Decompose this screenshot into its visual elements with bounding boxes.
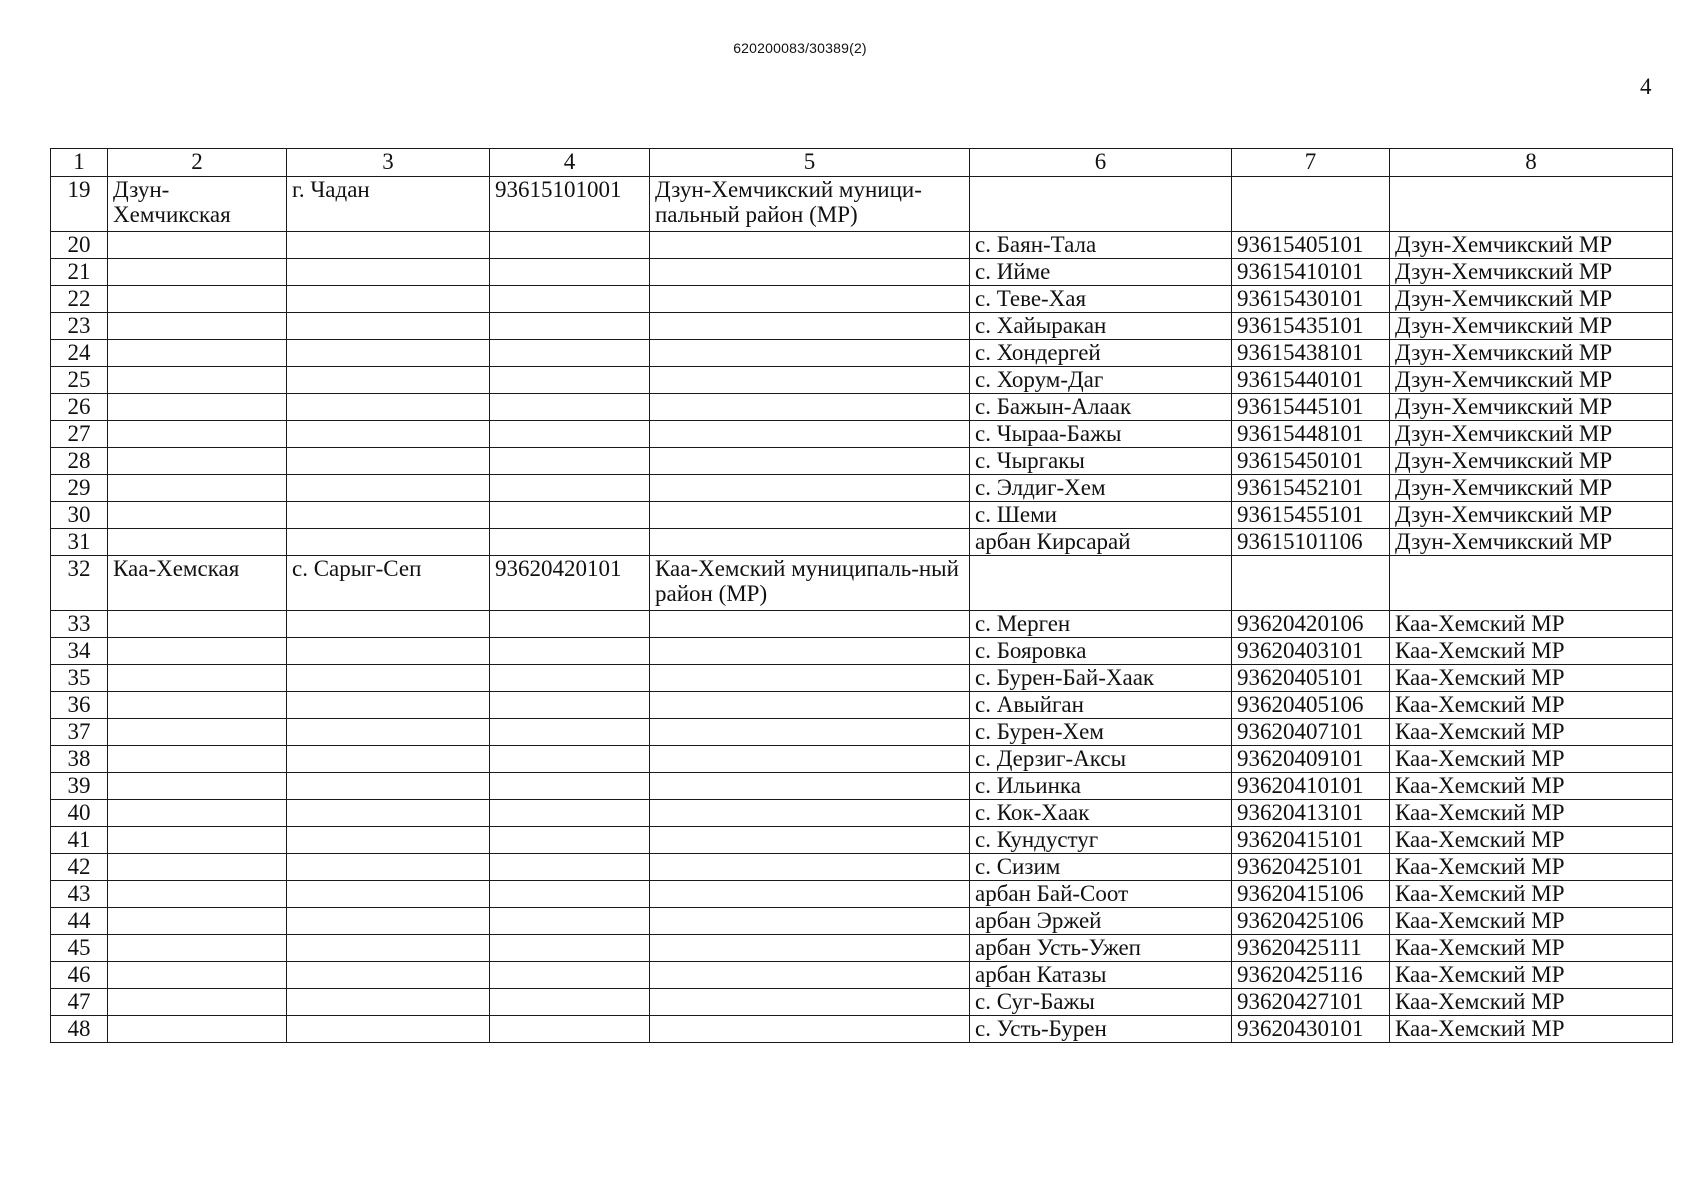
okato-code-cell [490, 340, 650, 367]
table-body [51, 149, 1673, 1043]
admin-center-cell [287, 962, 490, 989]
settlement-code-cell: 93615435101 [1232, 313, 1390, 340]
municipality-cell [650, 367, 970, 394]
admin-center-cell [287, 259, 490, 286]
settlement-code-cell: 93620430101 [1232, 1016, 1390, 1043]
district-cell [108, 638, 287, 665]
municipality-cell [650, 502, 970, 529]
municipality-cell [650, 1016, 970, 1043]
document-id: 620200083/30389(2) [733, 40, 867, 56]
district-cell [108, 773, 287, 800]
table-row [51, 529, 1673, 556]
column-number: 7 [1232, 149, 1390, 177]
district-cell [108, 665, 287, 692]
table-row [51, 962, 1673, 989]
table-row [51, 989, 1673, 1016]
row-number-cell: 27 [51, 421, 108, 448]
admin-center-cell [287, 719, 490, 746]
municipality-cell [650, 692, 970, 719]
table-row [51, 1016, 1673, 1043]
admin-center-cell [287, 529, 490, 556]
district-cell [108, 746, 287, 773]
municipal-district-cell: Каа-Хемский МР [1390, 773, 1673, 800]
municipality-cell [650, 746, 970, 773]
row-number-cell: 44 [51, 908, 108, 935]
okato-code-cell [490, 448, 650, 475]
okato-code-cell [490, 313, 650, 340]
municipal-district-cell [1390, 177, 1673, 232]
settlement-cell: с. Хондергей [970, 340, 1232, 367]
settlement-cell [970, 177, 1232, 232]
admin-center-cell [287, 638, 490, 665]
table-row [51, 286, 1673, 313]
municipal-district-cell: Дзун-Хемчикский МР [1390, 232, 1673, 259]
settlement-cell: с. Хайыракан [970, 313, 1232, 340]
row-number-cell: 33 [51, 611, 108, 638]
okato-code-cell: 93620420101 [490, 556, 650, 611]
municipality-cell [650, 313, 970, 340]
settlement-cell: с. Суг-Бажы [970, 989, 1232, 1016]
settlement-cell: с. Усть-Бурен [970, 1016, 1232, 1043]
admin-center-cell [287, 611, 490, 638]
table-row [51, 259, 1673, 286]
settlement-code-cell: 93615405101 [1232, 232, 1390, 259]
admin-center-cell [287, 746, 490, 773]
admin-center-cell [287, 367, 490, 394]
okato-code-cell [490, 502, 650, 529]
municipality-cell [650, 881, 970, 908]
district-cell [108, 259, 287, 286]
admin-center-cell [287, 800, 490, 827]
municipal-district-cell: Каа-Хемский МР [1390, 935, 1673, 962]
municipality-cell [650, 989, 970, 1016]
settlement-cell: с. Теве-Хая [970, 286, 1232, 313]
table-row [51, 502, 1673, 529]
municipal-district-cell: Дзун-Хемчикский МР [1390, 475, 1673, 502]
settlement-code-cell: 93615430101 [1232, 286, 1390, 313]
table-row [51, 800, 1673, 827]
row-number-cell: 47 [51, 989, 108, 1016]
settlement-code-cell: 93620407101 [1232, 719, 1390, 746]
settlement-cell: с. Бажын-Алаак [970, 394, 1232, 421]
settlement-cell [970, 556, 1232, 611]
row-number-cell: 19 [51, 177, 108, 232]
district-cell [108, 475, 287, 502]
district-cell [108, 286, 287, 313]
municipal-district-cell: Дзун-Хемчикский МР [1390, 367, 1673, 394]
settlement-code-cell: 93615101106 [1232, 529, 1390, 556]
settlement-code-cell: 93620405106 [1232, 692, 1390, 719]
settlement-code-cell: 93620403101 [1232, 638, 1390, 665]
okato-code-cell [490, 827, 650, 854]
row-number-cell: 45 [51, 935, 108, 962]
table-row [51, 394, 1673, 421]
settlement-cell: с. Чыраа-Бажы [970, 421, 1232, 448]
okato-code-cell [490, 935, 650, 962]
municipality-cell [650, 854, 970, 881]
settlement-cell: с. Чыргакы [970, 448, 1232, 475]
settlement-code-cell: 93620427101 [1232, 989, 1390, 1016]
district-cell [108, 529, 287, 556]
district-cell [108, 502, 287, 529]
okato-code-cell [490, 962, 650, 989]
admin-center-cell [287, 773, 490, 800]
row-number-cell: 40 [51, 800, 108, 827]
table-row [51, 692, 1673, 719]
table-row [51, 908, 1673, 935]
admin-center-cell [287, 935, 490, 962]
settlement-code-cell: 93615410101 [1232, 259, 1390, 286]
admin-center-cell: г. Чадан [287, 177, 490, 232]
column-number: 3 [287, 149, 490, 177]
admin-center-cell [287, 1016, 490, 1043]
okato-code-cell: 93615101001 [490, 177, 650, 232]
district-cell [108, 854, 287, 881]
row-number-cell: 37 [51, 719, 108, 746]
admin-center-cell [287, 313, 490, 340]
municipality-cell [650, 908, 970, 935]
admin-center-cell [287, 827, 490, 854]
settlement-code-cell: 93615438101 [1232, 340, 1390, 367]
district-cell [108, 827, 287, 854]
settlement-cell: арбан Кирсарай [970, 529, 1232, 556]
settlement-code-cell: 93615450101 [1232, 448, 1390, 475]
row-number-cell: 21 [51, 259, 108, 286]
settlement-code-cell [1232, 556, 1390, 611]
okato-code-cell [490, 475, 650, 502]
column-number-row [51, 149, 1673, 177]
table-row [51, 827, 1673, 854]
settlement-code-cell: 93615455101 [1232, 502, 1390, 529]
table-row [51, 611, 1673, 638]
settlement-code-cell: 93620413101 [1232, 800, 1390, 827]
okato-code-cell [490, 800, 650, 827]
column-number: 1 [51, 149, 108, 177]
municipal-district-cell: Дзун-Хемчикский МР [1390, 421, 1673, 448]
municipal-district-cell: Дзун-Хемчикский МР [1390, 448, 1673, 475]
municipal-district-cell: Дзун-Хемчикский МР [1390, 313, 1673, 340]
settlement-cell: с. Кундустуг [970, 827, 1232, 854]
municipal-district-cell: Каа-Хемский МР [1390, 1016, 1673, 1043]
district-cell [108, 962, 287, 989]
district-cell [108, 935, 287, 962]
district-cell [108, 448, 287, 475]
okato-code-cell [490, 1016, 650, 1043]
row-number-cell: 23 [51, 313, 108, 340]
table-row [51, 340, 1673, 367]
column-number: 2 [108, 149, 287, 177]
municipality-cell [650, 962, 970, 989]
admin-center-cell [287, 502, 490, 529]
row-number-cell: 48 [51, 1016, 108, 1043]
table-row [51, 935, 1673, 962]
settlement-code-cell: 93615440101 [1232, 367, 1390, 394]
settlement-code-cell: 93620405101 [1232, 665, 1390, 692]
page-number: 4 [1640, 74, 1652, 99]
row-number-cell: 42 [51, 854, 108, 881]
okato-code-cell [490, 286, 650, 313]
row-number-cell: 31 [51, 529, 108, 556]
admin-center-cell [287, 692, 490, 719]
okato-code-cell [490, 529, 650, 556]
district-cell [108, 719, 287, 746]
table-row [51, 448, 1673, 475]
settlement-cell: с. Дерзиг-Аксы [970, 746, 1232, 773]
settlement-cell: с. Бояровка [970, 638, 1232, 665]
column-number: 4 [490, 149, 650, 177]
settlement-code-cell: 93620425106 [1232, 908, 1390, 935]
district-cell [108, 800, 287, 827]
row-number-cell: 28 [51, 448, 108, 475]
municipality-cell: Дзун-Хемчикский муници-пальный район (МР) [650, 177, 970, 232]
settlement-cell: с. Баян-Тала [970, 232, 1232, 259]
settlement-code-cell: 93615452101 [1232, 475, 1390, 502]
municipality-cell [650, 611, 970, 638]
admin-center-cell [287, 232, 490, 259]
district-cell [108, 908, 287, 935]
settlement-cell: с. Хорум-Даг [970, 367, 1232, 394]
municipality-cell [650, 286, 970, 313]
municipal-district-cell: Каа-Хемский МР [1390, 746, 1673, 773]
settlement-cell: с. Шеми [970, 502, 1232, 529]
municipality-cell [650, 935, 970, 962]
settlement-code-cell [1232, 177, 1390, 232]
settlement-code-cell: 93620410101 [1232, 773, 1390, 800]
table-row [51, 421, 1673, 448]
municipality-cell [650, 394, 970, 421]
municipal-district-cell: Дзун-Хемчикский МР [1390, 340, 1673, 367]
okato-code-cell [490, 692, 650, 719]
municipality-cell [650, 719, 970, 746]
settlement-cell: арбан Бай-Соот [970, 881, 1232, 908]
table-row [51, 665, 1673, 692]
municipality-cell [650, 448, 970, 475]
admin-center-cell: с. Сарыг-Сеп [287, 556, 490, 611]
settlements-table [50, 148, 1673, 1043]
okato-code-cell [490, 232, 650, 259]
municipal-district-cell: Каа-Хемский МР [1390, 854, 1673, 881]
okato-code-cell [490, 259, 650, 286]
admin-center-cell [287, 908, 490, 935]
admin-center-cell [287, 421, 490, 448]
municipality-cell [650, 529, 970, 556]
settlement-cell: с. Элдиг-Хем [970, 475, 1232, 502]
row-number-cell: 39 [51, 773, 108, 800]
row-number-cell: 43 [51, 881, 108, 908]
row-number-cell: 26 [51, 394, 108, 421]
settlement-code-cell: 93620409101 [1232, 746, 1390, 773]
okato-code-cell [490, 989, 650, 1016]
municipal-district-cell: Каа-Хемский МР [1390, 692, 1673, 719]
okato-code-cell [490, 746, 650, 773]
row-number-cell: 46 [51, 962, 108, 989]
admin-center-cell [287, 881, 490, 908]
municipal-district-cell: Дзун-Хемчикский МР [1390, 502, 1673, 529]
municipality-cell [650, 638, 970, 665]
municipality-cell [650, 475, 970, 502]
admin-center-cell [287, 854, 490, 881]
row-number-cell: 35 [51, 665, 108, 692]
municipal-district-cell: Каа-Хемский МР [1390, 827, 1673, 854]
municipal-district-cell: Каа-Хемский МР [1390, 665, 1673, 692]
table-row [51, 367, 1673, 394]
district-cell [108, 313, 287, 340]
municipal-district-cell: Каа-Хемский МР [1390, 800, 1673, 827]
municipal-district-cell: Каа-Хемский МР [1390, 611, 1673, 638]
settlement-cell: с. Кок-Хаак [970, 800, 1232, 827]
table-row [51, 746, 1673, 773]
row-number-cell: 24 [51, 340, 108, 367]
admin-center-cell [287, 448, 490, 475]
admin-center-cell [287, 394, 490, 421]
settlement-code-cell: 93620425101 [1232, 854, 1390, 881]
admin-center-cell [287, 989, 490, 1016]
table-row [51, 773, 1673, 800]
settlement-cell: арбан Катазы [970, 962, 1232, 989]
municipality-cell: Каа-Хемский муниципаль-ный район (МР) [650, 556, 970, 611]
column-number: 5 [650, 149, 970, 177]
row-number-cell: 20 [51, 232, 108, 259]
okato-code-cell [490, 611, 650, 638]
row-number-cell: 41 [51, 827, 108, 854]
municipality-cell [650, 259, 970, 286]
district-cell [108, 394, 287, 421]
settlement-code-cell: 93615448101 [1232, 421, 1390, 448]
district-cell [108, 692, 287, 719]
municipal-district-cell: Дзун-Хемчикский МР [1390, 259, 1673, 286]
municipal-district-cell [1390, 556, 1673, 611]
row-number-cell: 30 [51, 502, 108, 529]
settlement-code-cell: 93620425111 [1232, 935, 1390, 962]
table-row [51, 854, 1673, 881]
okato-code-cell [490, 421, 650, 448]
column-number: 8 [1390, 149, 1673, 177]
settlement-code-cell: 93620420106 [1232, 611, 1390, 638]
settlement-cell: с. Бурен-Хем [970, 719, 1232, 746]
district-cell: Каа-Хемская [108, 556, 287, 611]
municipality-cell [650, 340, 970, 367]
table-row [51, 475, 1673, 502]
okato-code-cell [490, 367, 650, 394]
district-cell [108, 881, 287, 908]
district-cell [108, 421, 287, 448]
okato-code-cell [490, 638, 650, 665]
table-row [51, 881, 1673, 908]
district-cell: Дзун-Хемчикская [108, 177, 287, 232]
okato-code-cell [490, 719, 650, 746]
district-cell [108, 367, 287, 394]
row-number-cell: 36 [51, 692, 108, 719]
settlement-cell: с. Мерген [970, 611, 1232, 638]
row-number-cell: 38 [51, 746, 108, 773]
table-row [51, 232, 1673, 259]
municipal-district-cell: Дзун-Хемчикский МР [1390, 529, 1673, 556]
settlement-cell: арбан Усть-Ужеп [970, 935, 1232, 962]
row-number-cell: 29 [51, 475, 108, 502]
admin-center-cell [287, 340, 490, 367]
municipal-district-cell: Каа-Хемский МР [1390, 638, 1673, 665]
table-row [51, 638, 1673, 665]
municipal-district-cell: Дзун-Хемчикский МР [1390, 394, 1673, 421]
district-cell [108, 1016, 287, 1043]
settlement-code-cell: 93620425116 [1232, 962, 1390, 989]
municipal-district-cell: Каа-Хемский МР [1390, 908, 1673, 935]
row-number-cell: 34 [51, 638, 108, 665]
municipal-district-cell: Каа-Хемский МР [1390, 962, 1673, 989]
district-cell [108, 611, 287, 638]
municipal-district-cell: Каа-Хемский МР [1390, 989, 1673, 1016]
row-number-cell: 32 [51, 556, 108, 611]
settlement-cell: с. Бурен-Бай-Хаак [970, 665, 1232, 692]
municipality-cell [650, 665, 970, 692]
municipality-cell [650, 421, 970, 448]
settlement-cell: с. Авыйган [970, 692, 1232, 719]
okato-code-cell [490, 773, 650, 800]
column-number: 6 [970, 149, 1232, 177]
municipal-district-cell: Дзун-Хемчикский МР [1390, 286, 1673, 313]
municipal-district-cell: Каа-Хемский МР [1390, 881, 1673, 908]
municipality-cell [650, 773, 970, 800]
settlement-cell: с. Ильинка [970, 773, 1232, 800]
row-number-cell: 25 [51, 367, 108, 394]
table-row [51, 313, 1673, 340]
district-cell [108, 989, 287, 1016]
okato-code-cell [490, 908, 650, 935]
admin-center-cell [287, 286, 490, 313]
table-row [51, 556, 1673, 611]
district-cell [108, 232, 287, 259]
district-cell [108, 340, 287, 367]
settlement-code-cell: 93620415101 [1232, 827, 1390, 854]
settlement-code-cell: 93620415106 [1232, 881, 1390, 908]
municipality-cell [650, 827, 970, 854]
admin-center-cell [287, 475, 490, 502]
okato-code-cell [490, 665, 650, 692]
settlement-code-cell: 93615445101 [1232, 394, 1390, 421]
row-number-cell: 22 [51, 286, 108, 313]
okato-code-cell [490, 854, 650, 881]
okato-code-cell [490, 394, 650, 421]
okato-code-cell [490, 881, 650, 908]
table-row [51, 719, 1673, 746]
municipality-cell [650, 232, 970, 259]
municipality-cell [650, 800, 970, 827]
settlement-cell: с. Ийме [970, 259, 1232, 286]
table-row [51, 177, 1673, 232]
admin-center-cell [287, 665, 490, 692]
settlement-cell: с. Сизим [970, 854, 1232, 881]
municipal-district-cell: Каа-Хемский МР [1390, 719, 1673, 746]
settlement-cell: арбан Эржей [970, 908, 1232, 935]
